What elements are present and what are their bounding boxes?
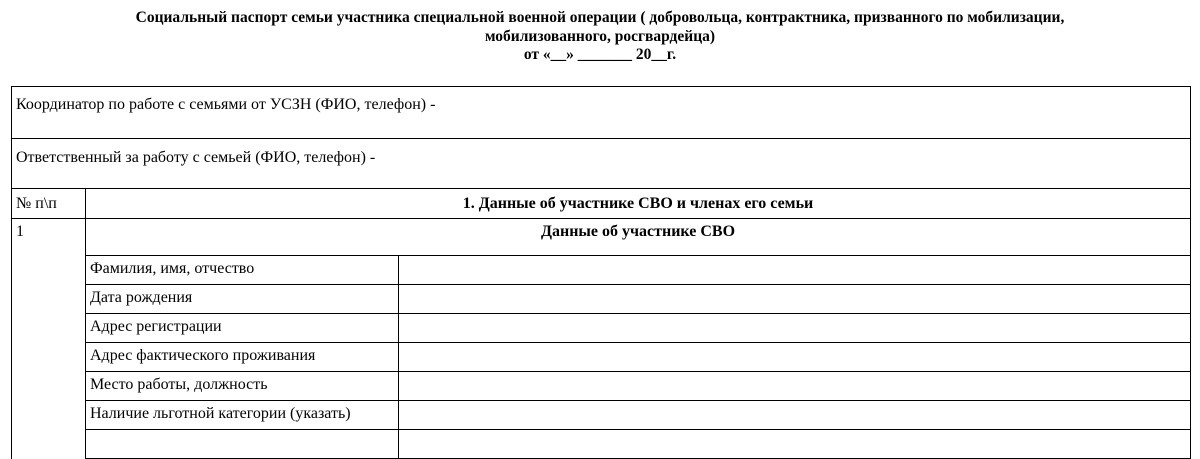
field-label: Адрес регистрации bbox=[86, 314, 399, 343]
document-heading bbox=[0, 9, 1200, 65]
field-label: Наличие льготной категории (указать) bbox=[86, 401, 399, 430]
field-row bbox=[12, 372, 1191, 401]
field-label: Место работы, должность bbox=[86, 372, 399, 401]
field-row bbox=[12, 430, 1191, 459]
number-column-header: № п\п bbox=[12, 189, 86, 219]
coordinator-cell[interactable]: Координатор по работе с семьями от УСЗН (ФИО, телефон) - bbox=[12, 87, 1191, 139]
field-row bbox=[12, 285, 1191, 314]
subsection-title: Данные об участнике СВО bbox=[86, 219, 1191, 256]
subsection-number: 1 bbox=[12, 219, 86, 256]
field-value-input[interactable] bbox=[399, 401, 1191, 430]
field-row bbox=[12, 256, 1191, 285]
field-value-input[interactable] bbox=[399, 256, 1191, 285]
row-number-cell bbox=[12, 314, 86, 343]
coordinator-row bbox=[12, 87, 1191, 139]
social-passport-table bbox=[11, 86, 1191, 459]
row-number-cell bbox=[12, 401, 86, 430]
field-row bbox=[12, 314, 1191, 343]
responsible-row bbox=[12, 139, 1191, 189]
heading-line-2: мобилизованного, росгвардейца) bbox=[484, 27, 716, 45]
heading-date-line: от «__» _______ 20__г. bbox=[523, 46, 677, 63]
row-number-cell bbox=[12, 430, 86, 459]
field-label: Дата рождения bbox=[86, 285, 399, 314]
field-label: Фамилия, имя, отчество bbox=[86, 256, 399, 285]
field-value-input[interactable] bbox=[399, 430, 1191, 459]
row-number-cell bbox=[12, 372, 86, 401]
row-number-cell bbox=[12, 256, 86, 285]
field-row bbox=[12, 401, 1191, 430]
field-row bbox=[12, 343, 1191, 372]
subsection-row bbox=[12, 219, 1191, 256]
field-value-input[interactable] bbox=[399, 343, 1191, 372]
section-header-row bbox=[12, 189, 1191, 219]
field-value-input[interactable] bbox=[399, 372, 1191, 401]
field-value-input[interactable] bbox=[399, 285, 1191, 314]
field-label bbox=[86, 430, 399, 459]
heading-line-1: Социальный паспорт семьи участника специальной военной операции ( добровольца, контрактника, призванного по мобилизации, bbox=[135, 9, 1065, 26]
section-1-title: 1. Данные об участнике СВО и членах его семьи bbox=[86, 189, 1191, 219]
row-number-cell bbox=[12, 285, 86, 314]
row-number-cell bbox=[12, 343, 86, 372]
field-value-input[interactable] bbox=[399, 314, 1191, 343]
responsible-cell[interactable]: Ответственный за работу с семьей (ФИО, телефон) - bbox=[12, 139, 1191, 189]
field-label: Адрес фактического проживания bbox=[86, 343, 399, 372]
